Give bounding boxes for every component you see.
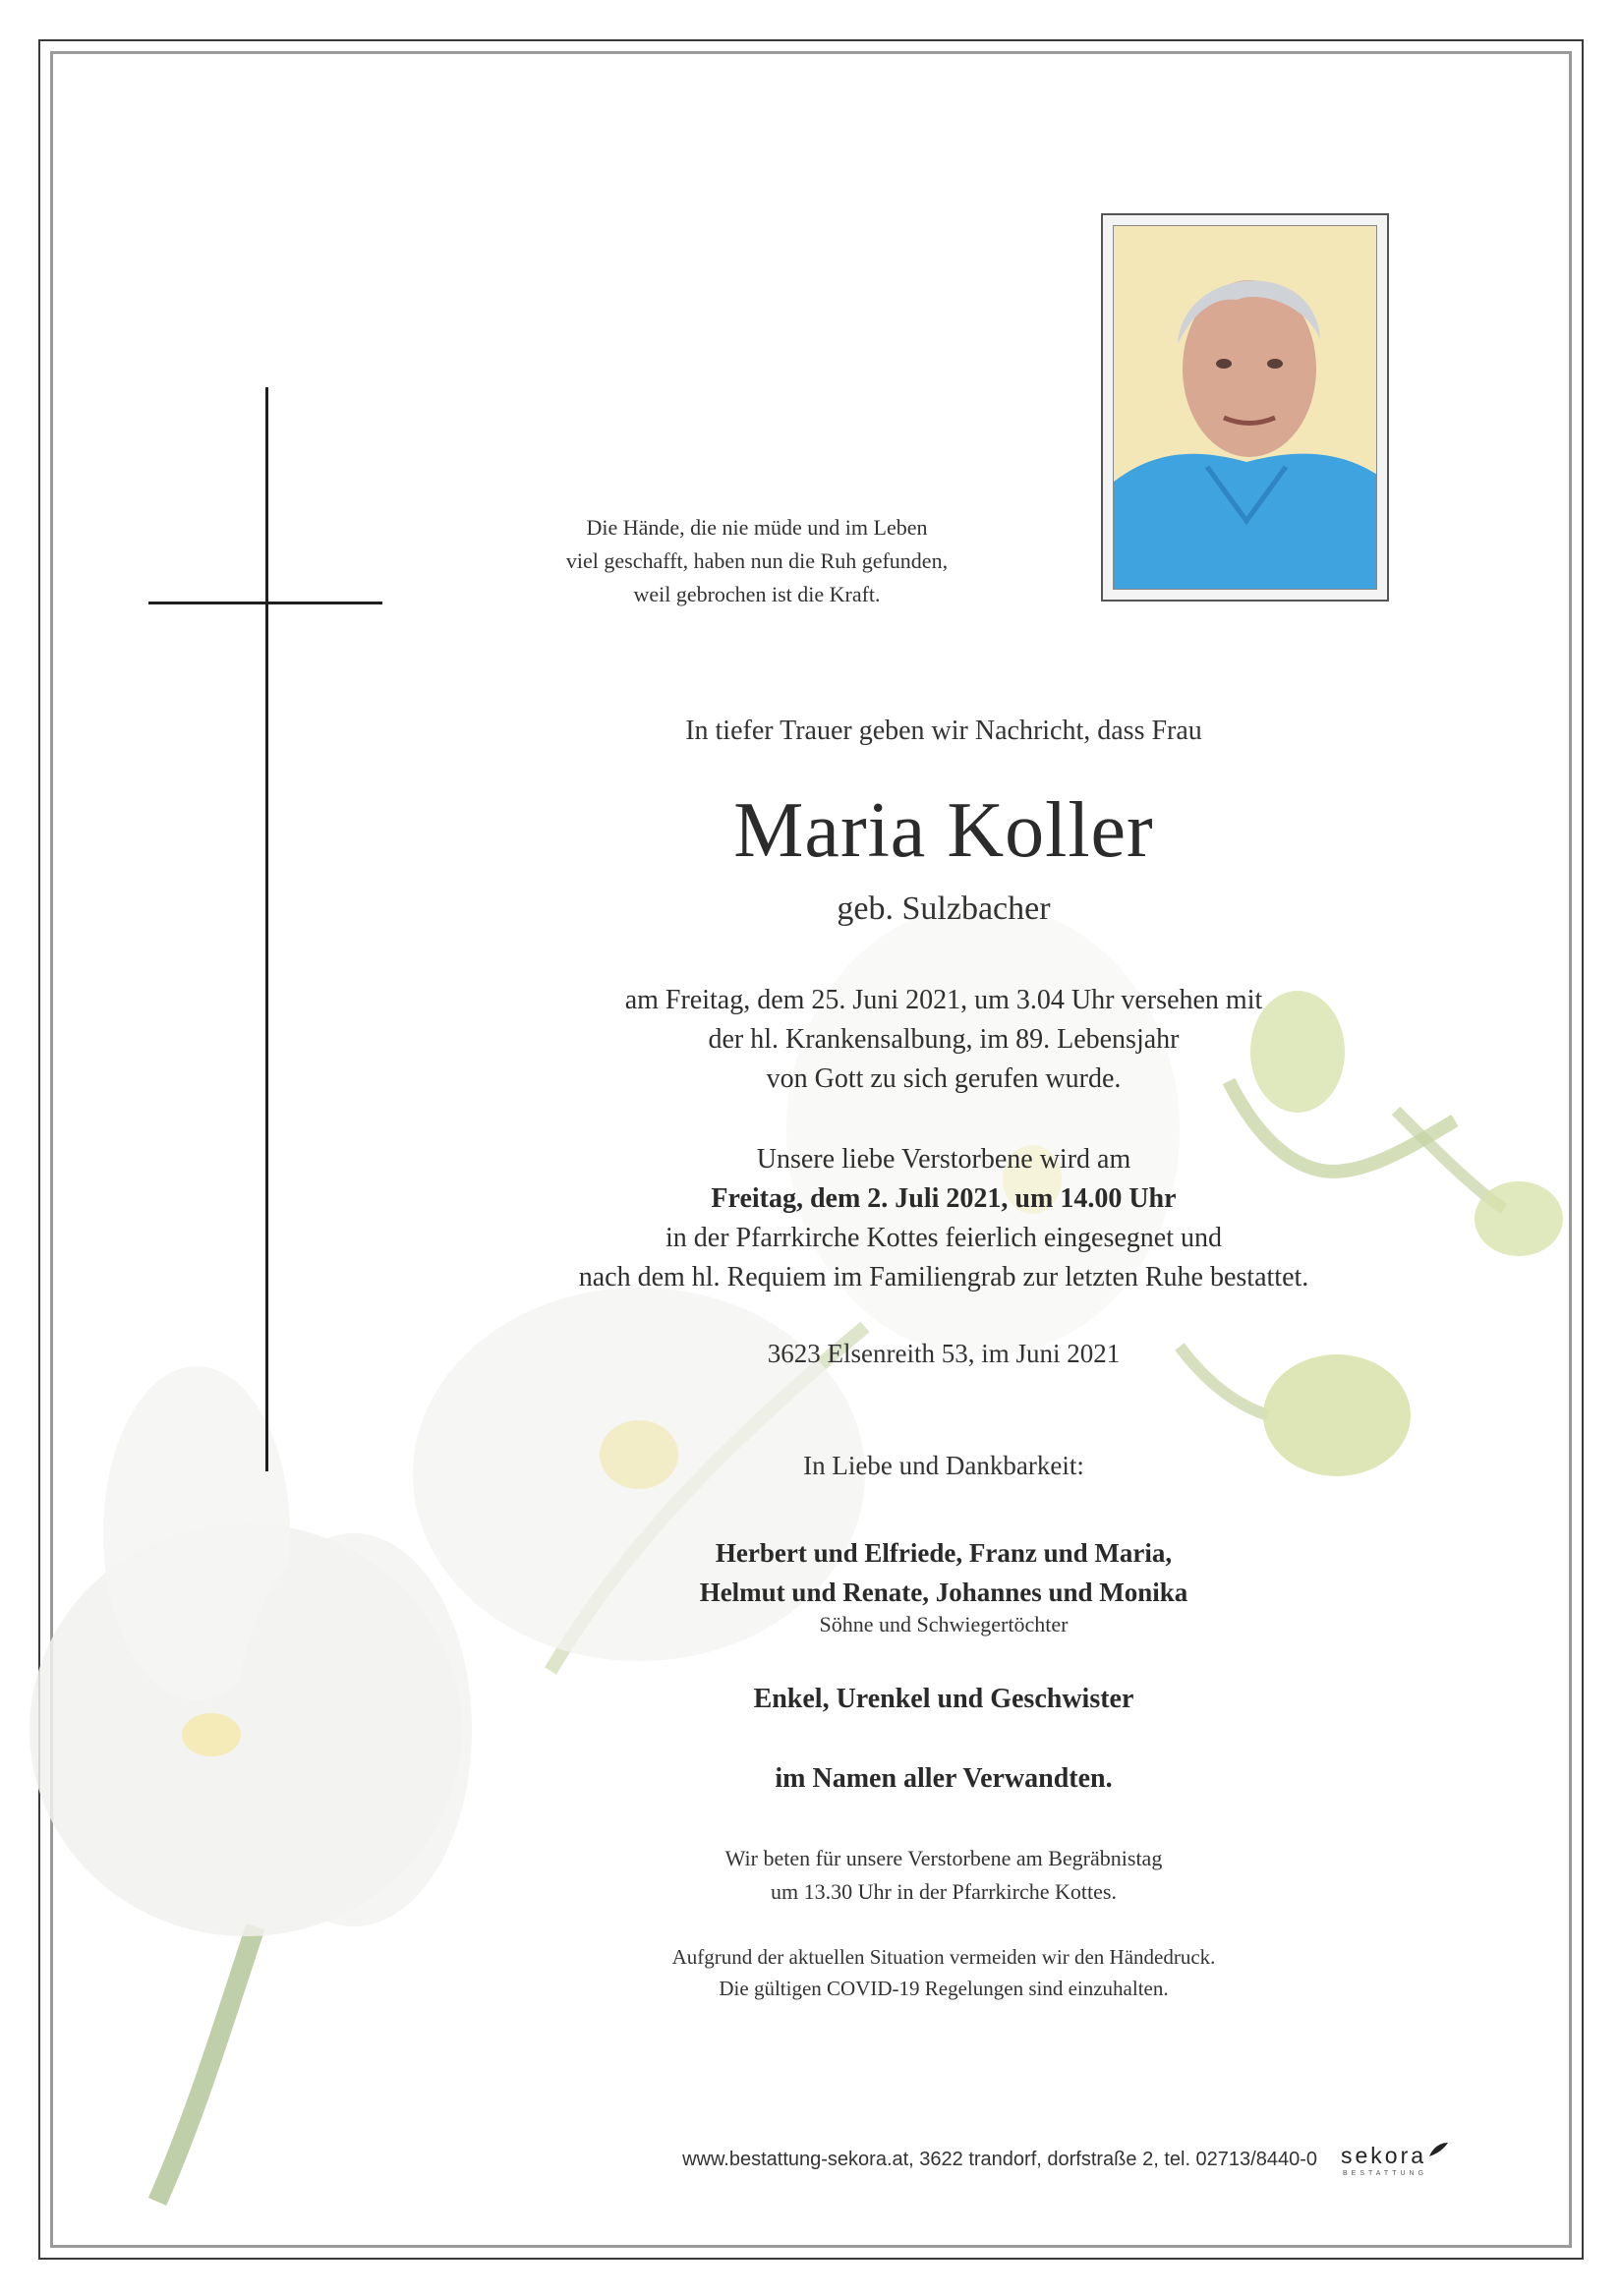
death-notice-line: von Gott zu sich gerufen wurde.	[766, 1063, 1122, 1094]
funeral-notice	[452, 1140, 1435, 1297]
footer-contact: www.bestattung-sekora.at, 3622 trandorf, dorfstraße 2, tel. 02713/8440-0	[682, 2149, 1317, 2170]
sons-names	[452, 1533, 1435, 1612]
prayer-line: Wir beten für unsere Verstorbene am Begräbnistag	[724, 1846, 1163, 1870]
funeral-date: Freitag, dem 2. Juli 2021, um 14.00 Uhr	[711, 1183, 1177, 1214]
poem	[462, 511, 1052, 611]
sons-line: Herbert und Elfriede, Franz und Maria,	[715, 1538, 1173, 1568]
maiden-name: geb. Sulzbacher	[837, 890, 1051, 927]
covid-notice	[501, 1941, 1386, 2004]
poem-line: Die Hände, die nie müde und im Leben	[586, 515, 928, 540]
intro-text: In tiefer Trauer geben wir Nachricht, dass Frau	[685, 716, 1202, 746]
cross-horizontal-bar	[148, 602, 382, 604]
portrait-icon	[1114, 226, 1377, 590]
prayer-line: um 13.30 Uhr in der Pfarrkirche Kottes.	[771, 1879, 1117, 1904]
funeral-line: Unsere liebe Verstorbene wird am	[756, 1144, 1131, 1175]
death-notice-line: am Freitag, dem 25. Juni 2021, um 3.04 Uhr versehen mit	[624, 985, 1263, 1015]
funeral-line: in der Pfarrkirche Kottes feierlich eingesegnet und	[665, 1223, 1222, 1253]
poem-line: viel geschafft, haben nun die Ruh gefunden,	[565, 548, 949, 573]
grandchildren-line: Enkel, Urenkel und Geschwister	[753, 1684, 1134, 1714]
logo-word: sekora	[1341, 2143, 1427, 2168]
covid-line: Aufgrund der aktuellen Situation vermeiden wir den Händedruck.	[671, 1945, 1216, 1969]
death-notice-line: der hl. Krankensalbung, im 89. Lebensjahr	[708, 1024, 1180, 1055]
relatives-line: im Namen aller Verwandten.	[775, 1763, 1113, 1794]
deceased-name: Maria Koller	[733, 787, 1154, 874]
sons-caption: Söhne und Schwiegertöchter	[819, 1612, 1069, 1636]
leaf-icon	[1427, 2141, 1449, 2158]
logo-subtitle: BESTATTUNG	[1343, 2170, 1428, 2177]
sons-line: Helmut und Renate, Johannes und Monika	[699, 1578, 1188, 1607]
sekora-logo	[1341, 2143, 1449, 2182]
funeral-line: nach dem hl. Requiem im Familiengrab zur letzten Ruhe bestattet.	[578, 1262, 1309, 1292]
prayer-notice	[550, 1842, 1337, 1909]
cross-vertical-bar	[265, 387, 268, 1471]
mourners-intro: In Liebe und Dankbarkeit:	[803, 1451, 1084, 1480]
place-date: 3623 Elsenreith 53, im Juni 2021	[767, 1339, 1121, 1368]
covid-line: Die gültigen COVID-19 Regelungen sind einzuhalten.	[719, 1977, 1169, 2000]
death-notice	[452, 981, 1435, 1099]
portrait-photo-image	[1113, 225, 1377, 590]
portrait-photo	[1101, 213, 1389, 602]
poem-line: weil gebrochen ist die Kraft.	[633, 582, 881, 606]
